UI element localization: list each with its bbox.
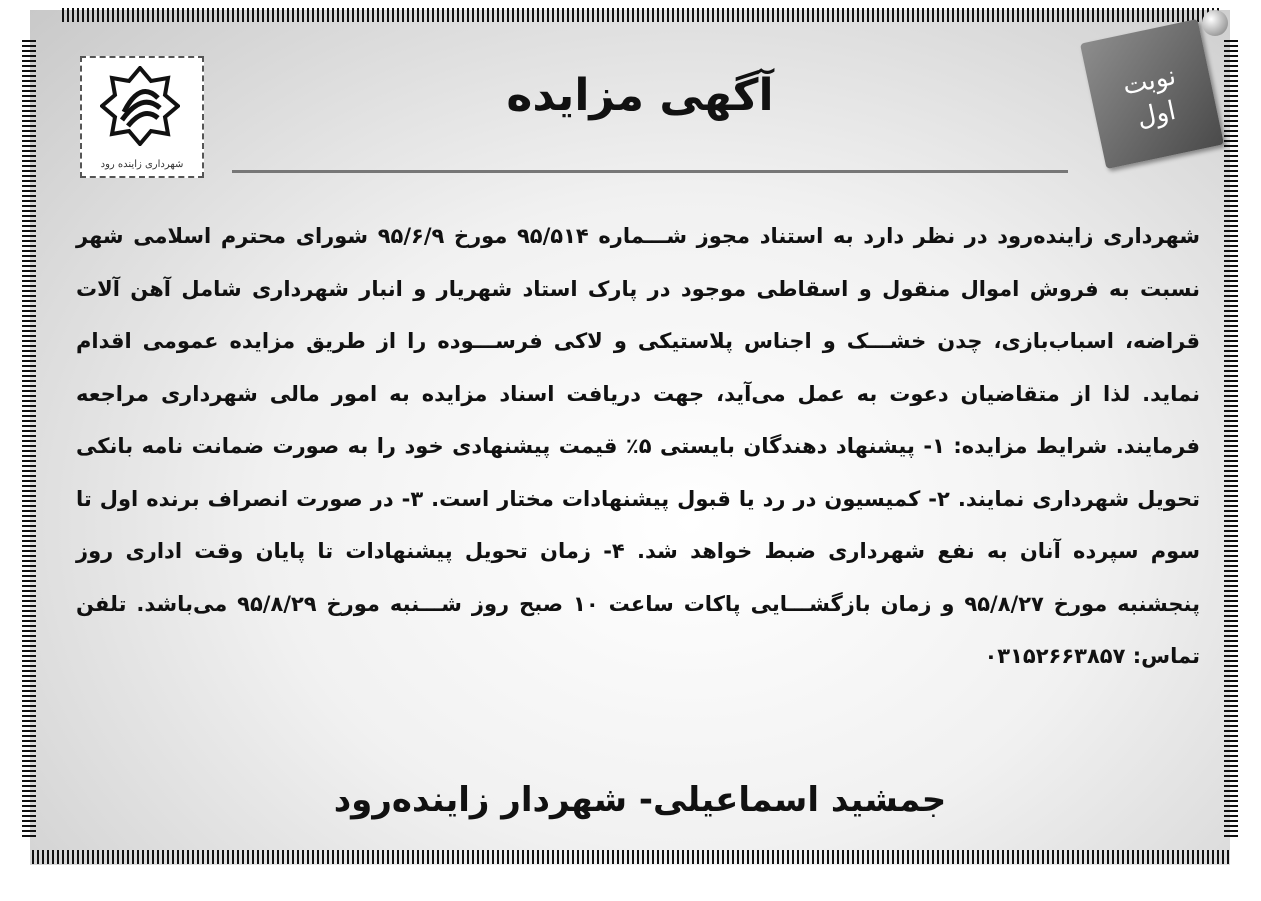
right-border: [1224, 40, 1238, 840]
logo-caption: شهرداری زاینده رود: [100, 159, 184, 170]
municipality-logo: [80, 56, 204, 178]
notice-title: آگهی مزایده: [506, 70, 774, 121]
pin-icon: [1202, 10, 1228, 36]
round-tag-label: نوبت اول: [1120, 61, 1179, 134]
bottom-border: [32, 850, 1232, 864]
signature: جمشید اسماعیلی- شهردار زاینده‌رود: [333, 780, 947, 820]
logo-emblem-icon: [100, 66, 180, 146]
notice-body: شهرداری زاینده‌رود در نظر دارد به استناد مجوز شـــماره ۹۵/۵۱۴ مورخ ۹۵/۶/۹ شورای محترم اسلامی شهر نسبت به فروش اموال منقول و اسقاطی موجود در پارک استاد شهریار و انبار شهرداری شامل آهن آلات قراضه، اسباب‌بازی، چدن خشـــک و اجناس پلاستیکی و لاکی فرســـوده را از طریق مزایده عمومی اقدام نماید. لذا از متقاضیان دعوت به عمل می‌آید، جهت دریافت اسناد مزایده به امور مالی شهرداری مراجعه فرمایند. شرایط مزایده: ۱- پیشنهاد دهندگان بایستی ۵٪ قیمت پیشنهادی خود را به صورت ضمانت نامه بانکی تحویل شهرداری نمایند. ۲- کمیسیون در رد یا قبول پیشنهادات مختار است. ۳- در صورت انصراف برنده اول تا سوم سپرده آنان به نفع شهرداری ضبط خواهد شد. ۴- زمان تحویل پیشنهادات تا پایان وقت اداری روز پنجشنبه مورخ ۹۵/۸/۲۷ و زمان بازگشـــایی پاکات ساعت ۱۰ صبح روز شـــنبه مورخ ۹۵/۸/۲۹ می‌باشد. تلفن تماس: ۰۳۱۵۲۶۶۳۸۵۷: [76, 224, 1201, 668]
top-border: [62, 8, 1222, 22]
title-divider: [232, 170, 1068, 173]
left-border: [22, 40, 36, 840]
